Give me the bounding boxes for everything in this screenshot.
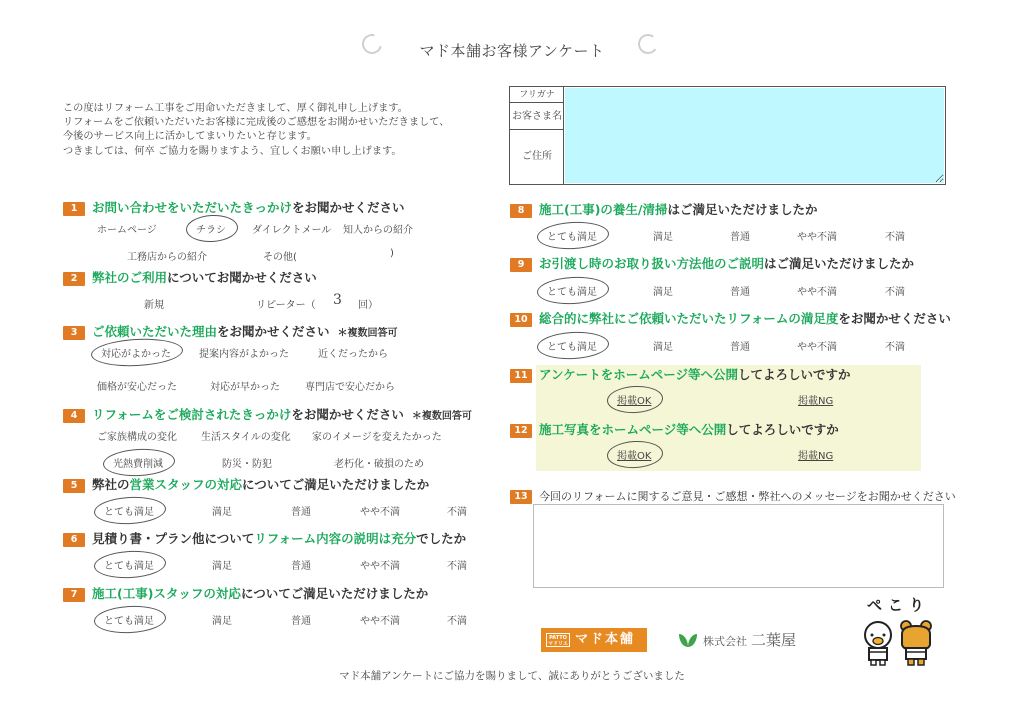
q8-option-somewhat-dissatisfied[interactable]: やや不満 (797, 232, 837, 243)
q2-times-label: 回） (358, 300, 378, 311)
question-highlight: 施工(工事)の養生/清掃 (539, 202, 668, 217)
question-highlight: お問い合わせをいただいたきっかけ (92, 200, 293, 215)
question-number-badge: 1 (63, 202, 85, 216)
q5-option-somewhat-dissatisfied[interactable]: やや不満 (360, 507, 400, 518)
question-highlight: お引渡し時のお取り扱い方法他のご説明 (539, 256, 765, 271)
q7-option-very-satisfied[interactable]: とても満足 (104, 612, 154, 627)
q5-option-neutral[interactable]: 普通 (291, 507, 311, 518)
futaba-prefix: 株式会社 (703, 635, 747, 648)
footer-thanks: マド本舗アンケートにご協力を賜りまして、誠にありがとうございました (339, 670, 685, 682)
furigana-label: フリガナ (510, 87, 564, 103)
question-highlight: 施工写真をホームページ等へ公開 (539, 422, 727, 437)
name-label: お客さま名 (510, 103, 564, 130)
q2-option-new[interactable]: 新規 (144, 300, 164, 311)
question-9 (510, 254, 914, 272)
question-highlight: 弊社のご利用 (92, 270, 168, 285)
message-input[interactable] (533, 504, 944, 588)
question-number-badge: 11 (510, 369, 532, 383)
q4-option-energy-saving[interactable]: 光熱費削減 (113, 455, 163, 470)
pekori-text: ぺこり (867, 596, 931, 614)
question-text-pre: 弊社の (92, 477, 130, 492)
q10-option-neutral[interactable]: 普通 (730, 342, 750, 353)
question-7 (63, 584, 428, 602)
q10-option-somewhat-dissatisfied[interactable]: やや不満 (797, 342, 837, 353)
q10-option-dissatisfied[interactable]: 不満 (885, 342, 905, 353)
bird-mascot-icon (860, 620, 896, 666)
q4-option-image-change[interactable]: 家のイメージを変えたかった (312, 432, 442, 443)
intro-line: 今後のサービス向上に活かしてまいりたいと存じます。 (63, 131, 317, 143)
question-highlight: リフォーム内容の説明は充分 (254, 531, 417, 546)
question-highlight: リフォームをご検討されたきっかけ (92, 407, 292, 422)
q1-option-other[interactable]: その他( (263, 252, 297, 263)
question-highlight: ご依頼いただいた理由 (92, 324, 218, 339)
question-text-pre: 見積り書・プラン他について (92, 531, 255, 546)
intro-line: リフォームをご依頼いただいたお客様に完成後のご感想をお聞かせいただきまして、 (63, 117, 450, 129)
leaf-icon (679, 634, 688, 647)
question-number-badge: 13 (510, 490, 532, 504)
question-text: についてご満足いただけましたか (240, 586, 429, 601)
q12-option-ok[interactable]: 掲載OK (617, 447, 651, 462)
q5-option-dissatisfied[interactable]: 不満 (447, 507, 467, 518)
question-4 (63, 405, 472, 423)
q1-option-contractor[interactable]: 工務店からの紹介 (127, 252, 207, 263)
question-10 (510, 309, 951, 327)
q1-option-direct-mail[interactable]: ダイレクトメール (252, 225, 332, 236)
address-label: ご住所 (522, 151, 552, 162)
question-number-badge: 10 (510, 313, 532, 327)
q11-option-ok[interactable]: 掲載OK (617, 392, 651, 407)
question-number-badge: 3 (63, 326, 85, 340)
question-text: をお聞かせください (838, 311, 951, 326)
intro-line: この度はリフォーム工事をご用命いただきまして、厚く御礼申し上げます。 (63, 103, 408, 114)
question-text: をお聞かせください (217, 324, 330, 339)
q3-option-specialist[interactable]: 専門店で安心だから (305, 382, 395, 393)
q1-other-close: ) (390, 248, 394, 259)
question-2 (63, 268, 317, 286)
q3-option-good-proposal[interactable]: 提案内容がよかった (199, 349, 289, 360)
q11-option-ng[interactable]: 掲載NG (798, 396, 834, 407)
q7-option-dissatisfied[interactable]: 不満 (447, 616, 467, 627)
multiple-answer-note: ＊複数回答可 (337, 328, 398, 339)
q7-option-satisfied[interactable]: 満足 (212, 616, 232, 627)
intro-text (63, 102, 449, 159)
q4-option-disaster-security[interactable]: 防災・防犯 (222, 459, 272, 470)
question-13 (510, 488, 956, 504)
q3-option-good-response[interactable]: 対応がよかった (101, 345, 171, 360)
q4-option-lifestyle-change[interactable]: 生活スタイルの変化 (201, 432, 291, 443)
question-text: してよろしいですか (726, 422, 839, 437)
question-number-badge: 4 (63, 409, 85, 423)
futaba-logo (679, 628, 796, 652)
leaf-icon (688, 634, 697, 647)
q2-option-repeater[interactable]: リピーター（ (256, 300, 316, 311)
question-highlight: 施工(工事)スタッフの対応 (92, 586, 241, 601)
mado-honpo-logo (541, 628, 647, 652)
question-text: についてお聞かせください (167, 270, 317, 285)
q6-option-satisfied[interactable]: 満足 (212, 561, 232, 572)
q9-option-dissatisfied[interactable]: 不満 (885, 287, 905, 298)
patto-madorie-mark: PATTO マドリエ (546, 633, 570, 647)
q5-option-satisfied[interactable]: 満足 (212, 507, 232, 518)
info-labels (510, 87, 564, 184)
q8-option-dissatisfied[interactable]: 不満 (885, 232, 905, 243)
q12-option-ng[interactable]: 掲載NG (798, 451, 834, 462)
q6-option-dissatisfied[interactable]: 不満 (447, 561, 467, 572)
question-number-badge: 6 (63, 533, 85, 547)
question-text: してよろしいですか (738, 367, 851, 382)
q5-option-very-satisfied[interactable]: とても満足 (104, 503, 154, 518)
question-text: についてご満足いただけましたか (242, 477, 430, 492)
question-12 (510, 420, 839, 438)
question-text: はご満足いただけましたか (764, 256, 915, 271)
question-text: でしたか (416, 531, 467, 546)
question-number-badge: 5 (63, 479, 85, 493)
q6-option-somewhat-dissatisfied[interactable]: やや不満 (360, 561, 400, 572)
q3-option-nearby[interactable]: 近くだったから (318, 349, 388, 360)
q9-option-neutral[interactable]: 普通 (730, 287, 750, 298)
q10-option-very-satisfied[interactable]: とても満足 (547, 338, 597, 353)
q1-option-homepage[interactable]: ホームページ (97, 225, 157, 236)
question-highlight: 営業スタッフの対応 (129, 477, 243, 492)
q9-option-satisfied[interactable]: 満足 (653, 287, 673, 298)
question-1 (63, 198, 405, 216)
q4-option-aging[interactable]: 老朽化・破損のため (334, 459, 424, 470)
futaba-name: 二葉屋 (751, 631, 797, 649)
question-11 (510, 365, 851, 383)
q1-option-flyer[interactable]: チラシ (196, 221, 226, 236)
q10-option-satisfied[interactable]: 満足 (653, 342, 673, 353)
multiple-answer-note: ＊複数回答可 (411, 411, 472, 422)
q6-option-neutral[interactable]: 普通 (291, 561, 311, 572)
question-text: をお聞かせください (292, 200, 405, 215)
question-text: 今回のリフォームに関するご意見・ご感想・弊社へのメッセージをお聞かせください (539, 490, 956, 503)
q8-option-satisfied[interactable]: 満足 (653, 232, 673, 243)
question-number-badge: 12 (510, 424, 532, 438)
question-highlight: アンケートをホームページ等へ公開 (539, 367, 739, 382)
question-number-badge: 2 (63, 272, 85, 286)
q4-option-family-change[interactable]: ご家族構成の変化 (97, 432, 177, 443)
q7-option-somewhat-dissatisfied[interactable]: やや不満 (360, 616, 400, 627)
q8-option-neutral[interactable]: 普通 (730, 232, 750, 243)
question-highlight: 総合的に弊社にご依頼いただいたリフォームの満足度 (539, 311, 839, 326)
q9-option-somewhat-dissatisfied[interactable]: やや不満 (797, 287, 837, 298)
q8-option-very-satisfied[interactable]: とても満足 (547, 228, 597, 243)
q1-option-referral[interactable]: 知人からの紹介 (343, 225, 413, 236)
question-number-badge: 8 (510, 204, 532, 218)
q3-option-quick-response[interactable]: 対応が早かった (210, 382, 280, 393)
question-number-badge: 9 (510, 258, 532, 272)
question-number-badge: 7 (63, 588, 85, 602)
question-3 (63, 322, 398, 340)
customer-info-field[interactable] (565, 88, 944, 183)
q2-repeat-count[interactable]: 3 (333, 292, 342, 308)
q7-option-neutral[interactable]: 普通 (291, 616, 311, 627)
q3-option-price[interactable]: 価格が安心だった (97, 382, 177, 393)
mado-logo-text: マド本舗 (575, 632, 636, 647)
question-6 (63, 529, 466, 547)
q9-option-very-satisfied[interactable]: とても満足 (547, 283, 597, 298)
question-5 (63, 475, 429, 493)
q6-option-very-satisfied[interactable]: とても満足 (104, 557, 154, 572)
question-text: はご満足いただけましたか (667, 202, 818, 217)
question-8 (510, 200, 818, 218)
intro-line: つきましては、何卒 ご協力を賜りますよう、宜しくお願い申し上げます。 (63, 145, 402, 157)
question-text: をお聞かせください (291, 407, 404, 422)
customer-info-table (509, 86, 946, 185)
page-title: マド本舗お客様アンケート (419, 42, 605, 60)
bear-mascot-icon (898, 620, 934, 666)
